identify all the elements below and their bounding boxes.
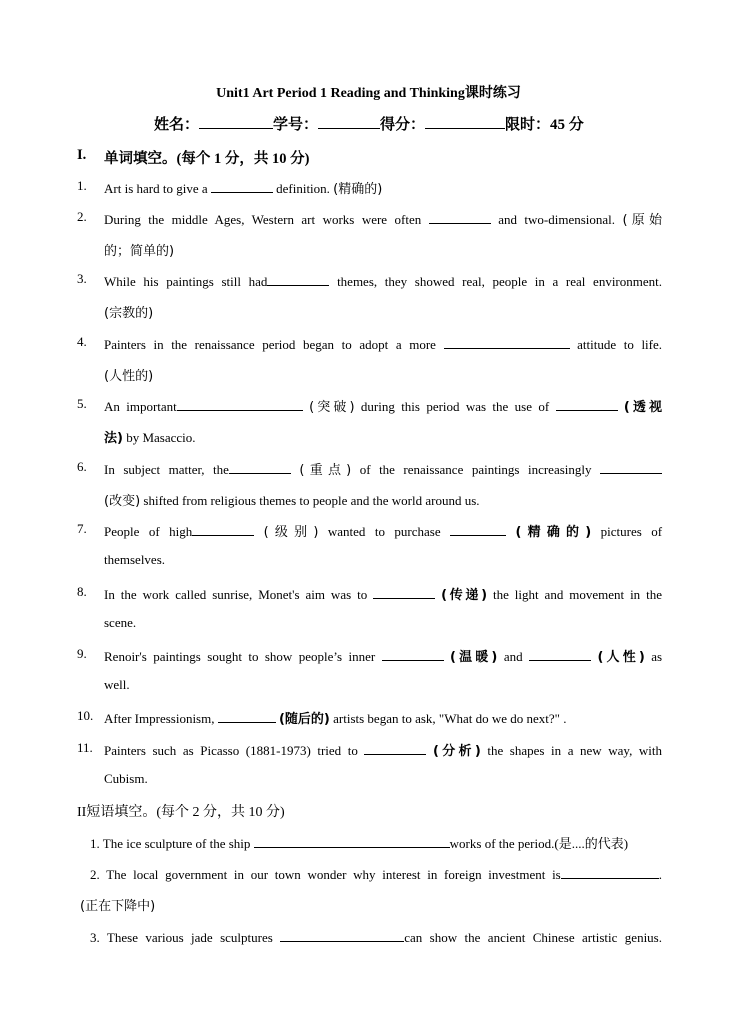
answer-blank[interactable] (382, 646, 444, 661)
list-item-continuation: 的；简单的) (104, 244, 175, 259)
answer-blank[interactable] (177, 396, 303, 411)
answer-blank[interactable] (267, 271, 329, 286)
answer-blank[interactable] (254, 833, 450, 848)
phrase-item: 2. The local government in our town wonder why interest in foreign investment is . (90, 864, 662, 883)
score-label: 得分： (380, 117, 426, 133)
item-number: 8. (77, 584, 87, 599)
answer-blank[interactable] (280, 927, 404, 942)
list-item: Painters such as Picasso (1881-1973) tried to (分析) the shapes in a new way, with (104, 740, 662, 759)
section-1-heading: 单词填空。(每个 1 分，共 10 分) (104, 151, 310, 167)
answer-blank[interactable] (429, 209, 491, 224)
time-label: 限时：45 分 (505, 117, 584, 133)
list-item: An important (突破) during this period was the use of (透视 (104, 396, 662, 415)
answer-blank[interactable] (450, 521, 506, 536)
list-item: Renoir's paintings sought to show people’s inner (温暖) and (人性) as (104, 646, 662, 665)
list-item: While his paintings still had themes, they showed real, people in a real environment. (104, 271, 662, 290)
list-item-continuation: well. (104, 677, 130, 692)
answer-blank[interactable] (556, 396, 618, 411)
phrase-item: 3. These various jade sculptures can show the ancient Chinese artistic genius. (90, 927, 662, 946)
phrase-item-continuation: (正在下降中) (80, 899, 156, 914)
name-label: 姓名： (154, 117, 200, 133)
section-1-number: I. (77, 147, 87, 163)
answer-blank[interactable] (561, 864, 659, 879)
list-item: During the middle Ages, Western art works were often and two-dimensional. (原始 (104, 209, 662, 228)
list-item-continuation: scene. (104, 615, 137, 630)
score-blank[interactable] (425, 114, 505, 129)
list-item-continuation: Cubism. (104, 771, 148, 786)
list-item-continuation: (宗教的) (104, 306, 154, 321)
list-item: Painters in the renaissance period began to adopt a more attitude to life. (104, 334, 662, 353)
answer-blank[interactable] (444, 334, 570, 349)
answer-blank[interactable] (192, 521, 254, 536)
item-number: 10. (77, 708, 94, 723)
section-2-heading: II短语填空。(每个 2 分，共 10 分) (77, 805, 285, 820)
item-number: 9. (77, 646, 87, 661)
list-item-continuation: (改变) shifted from religious themes to people and the world around us. (104, 493, 480, 509)
answer-blank[interactable] (529, 646, 591, 661)
name-blank[interactable] (199, 114, 273, 129)
item-number: 2. (77, 209, 87, 224)
item-number: 7. (77, 521, 87, 536)
answer-blank[interactable] (364, 740, 426, 755)
item-number: 11. (77, 740, 93, 755)
item-number: 5. (77, 396, 87, 411)
item-number: 6. (77, 459, 87, 474)
answer-blank[interactable] (373, 584, 435, 599)
id-label: 学号： (273, 117, 319, 133)
list-item: People of high (级别) wanted to purchase (精确的) pictures of (104, 521, 662, 540)
student-info-line (154, 113, 584, 134)
list-item-continuation: themselves. (104, 552, 166, 567)
phrase-item: 1. The ice sculpture of the ship works of the period.(是....的代表) (90, 833, 662, 852)
list-item: After Impressionism, (随后的) artists began to ask, "What do we do next?" . (104, 708, 662, 727)
list-item: Art is hard to give a definition. (精确的) (104, 178, 662, 197)
list-item-continuation: (人性的) (104, 369, 154, 384)
answer-blank[interactable] (211, 178, 273, 193)
item-number: 4. (77, 334, 87, 349)
answer-blank[interactable] (229, 459, 291, 474)
id-blank[interactable] (318, 114, 380, 129)
page-title: Unit1 Art Period 1 Reading and Thinking课时练习 (216, 86, 521, 101)
list-item-continuation: 法) by Masaccio. (104, 430, 196, 446)
answer-blank[interactable] (600, 459, 662, 474)
list-item: In the work called sunrise, Monet's aim was to (传递) the light and movement in the (104, 584, 662, 603)
item-number: 1. (77, 178, 87, 193)
list-item: In subject matter, the (重点) of the renaissance paintings increasingly (104, 459, 662, 478)
answer-blank[interactable] (218, 708, 276, 723)
item-number: 3. (77, 271, 87, 286)
